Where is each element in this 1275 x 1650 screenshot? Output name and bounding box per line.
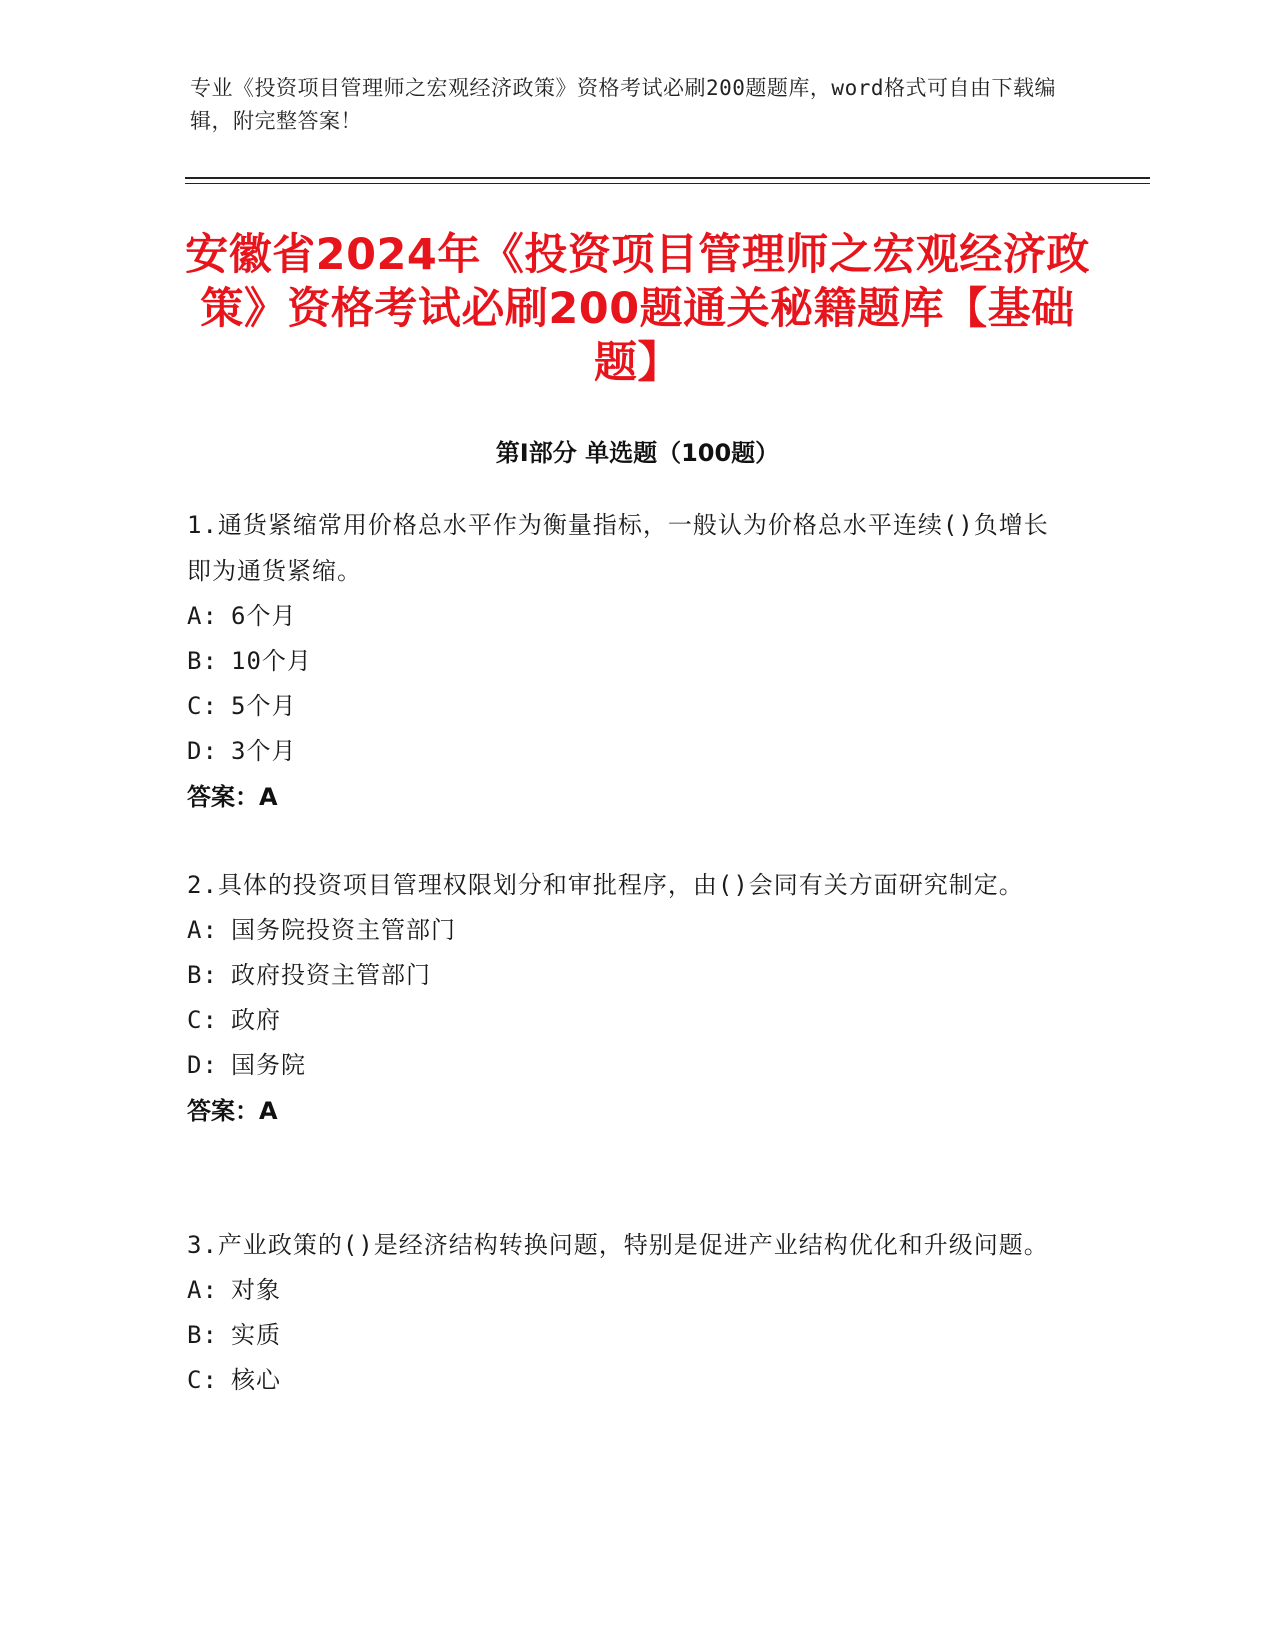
question-stem: 3.产业政策的()是经济结构转换问题，特别是促进产业结构优化和升级问题。 xyxy=(187,1231,1049,1259)
option-text: 政府 xyxy=(231,1006,281,1034)
option-text: 6个月 xyxy=(231,602,297,630)
option-text: 实质 xyxy=(231,1321,281,1349)
option-key: C: xyxy=(187,692,218,720)
option-c xyxy=(187,1358,1067,1403)
option-a xyxy=(187,1268,1067,1313)
question-1 xyxy=(187,502,1067,820)
answer: 答案：A xyxy=(187,783,278,811)
option-key: D: xyxy=(187,737,218,765)
option-b xyxy=(187,639,1067,684)
option-key: D: xyxy=(187,1051,218,1079)
option-key: A: xyxy=(187,916,218,944)
option-key: C: xyxy=(187,1006,218,1034)
option-key: B: xyxy=(187,961,218,989)
option-c xyxy=(187,998,1067,1043)
option-text: 核心 xyxy=(231,1366,281,1394)
option-key: A: xyxy=(187,1276,218,1304)
option-text: 3个月 xyxy=(231,737,297,765)
option-text: 国务院投资主管部门 xyxy=(231,916,456,944)
answer: 答案：A xyxy=(187,1097,278,1125)
option-text: 政府投资主管部门 xyxy=(231,961,431,989)
option-a xyxy=(187,594,1067,639)
question-stem: 2.具体的投资项目管理权限划分和审批程序，由()会同有关方面研究制定。 xyxy=(187,871,1024,899)
option-c xyxy=(187,684,1067,729)
header-rule-thick xyxy=(185,177,1150,179)
document-title: 安徽省2024年《投资项目管理师之宏观经济政策》资格考试必刷200题通关秘籍题库【基础题】 xyxy=(185,230,1090,388)
question-3 xyxy=(187,1222,1067,1403)
option-d xyxy=(187,1043,1067,1088)
option-text: 对象 xyxy=(231,1276,281,1304)
question-2 xyxy=(187,862,1067,1134)
header-note: 专业《投资项目管理师之宏观经济政策》资格考试必刷200题题库，word格式可自由下载编辑，附完整答案！ xyxy=(190,76,1056,133)
header-rule-thin xyxy=(185,183,1150,184)
option-a xyxy=(187,908,1067,953)
option-b xyxy=(187,953,1067,998)
option-key: C: xyxy=(187,1366,218,1394)
option-d xyxy=(187,729,1067,774)
option-text: 10个月 xyxy=(231,647,312,675)
question-stem: 1.通货紧缩常用价格总水平作为衡量指标，一般认为价格总水平连续()负增长即为通货紧缩。 xyxy=(187,511,1049,585)
option-text: 5个月 xyxy=(231,692,297,720)
option-b xyxy=(187,1313,1067,1358)
section-title: 第I部分 单选题（100题） xyxy=(495,439,780,467)
option-key: B: xyxy=(187,647,218,675)
option-text: 国务院 xyxy=(231,1051,306,1079)
option-key: B: xyxy=(187,1321,218,1349)
option-key: A: xyxy=(187,602,218,630)
